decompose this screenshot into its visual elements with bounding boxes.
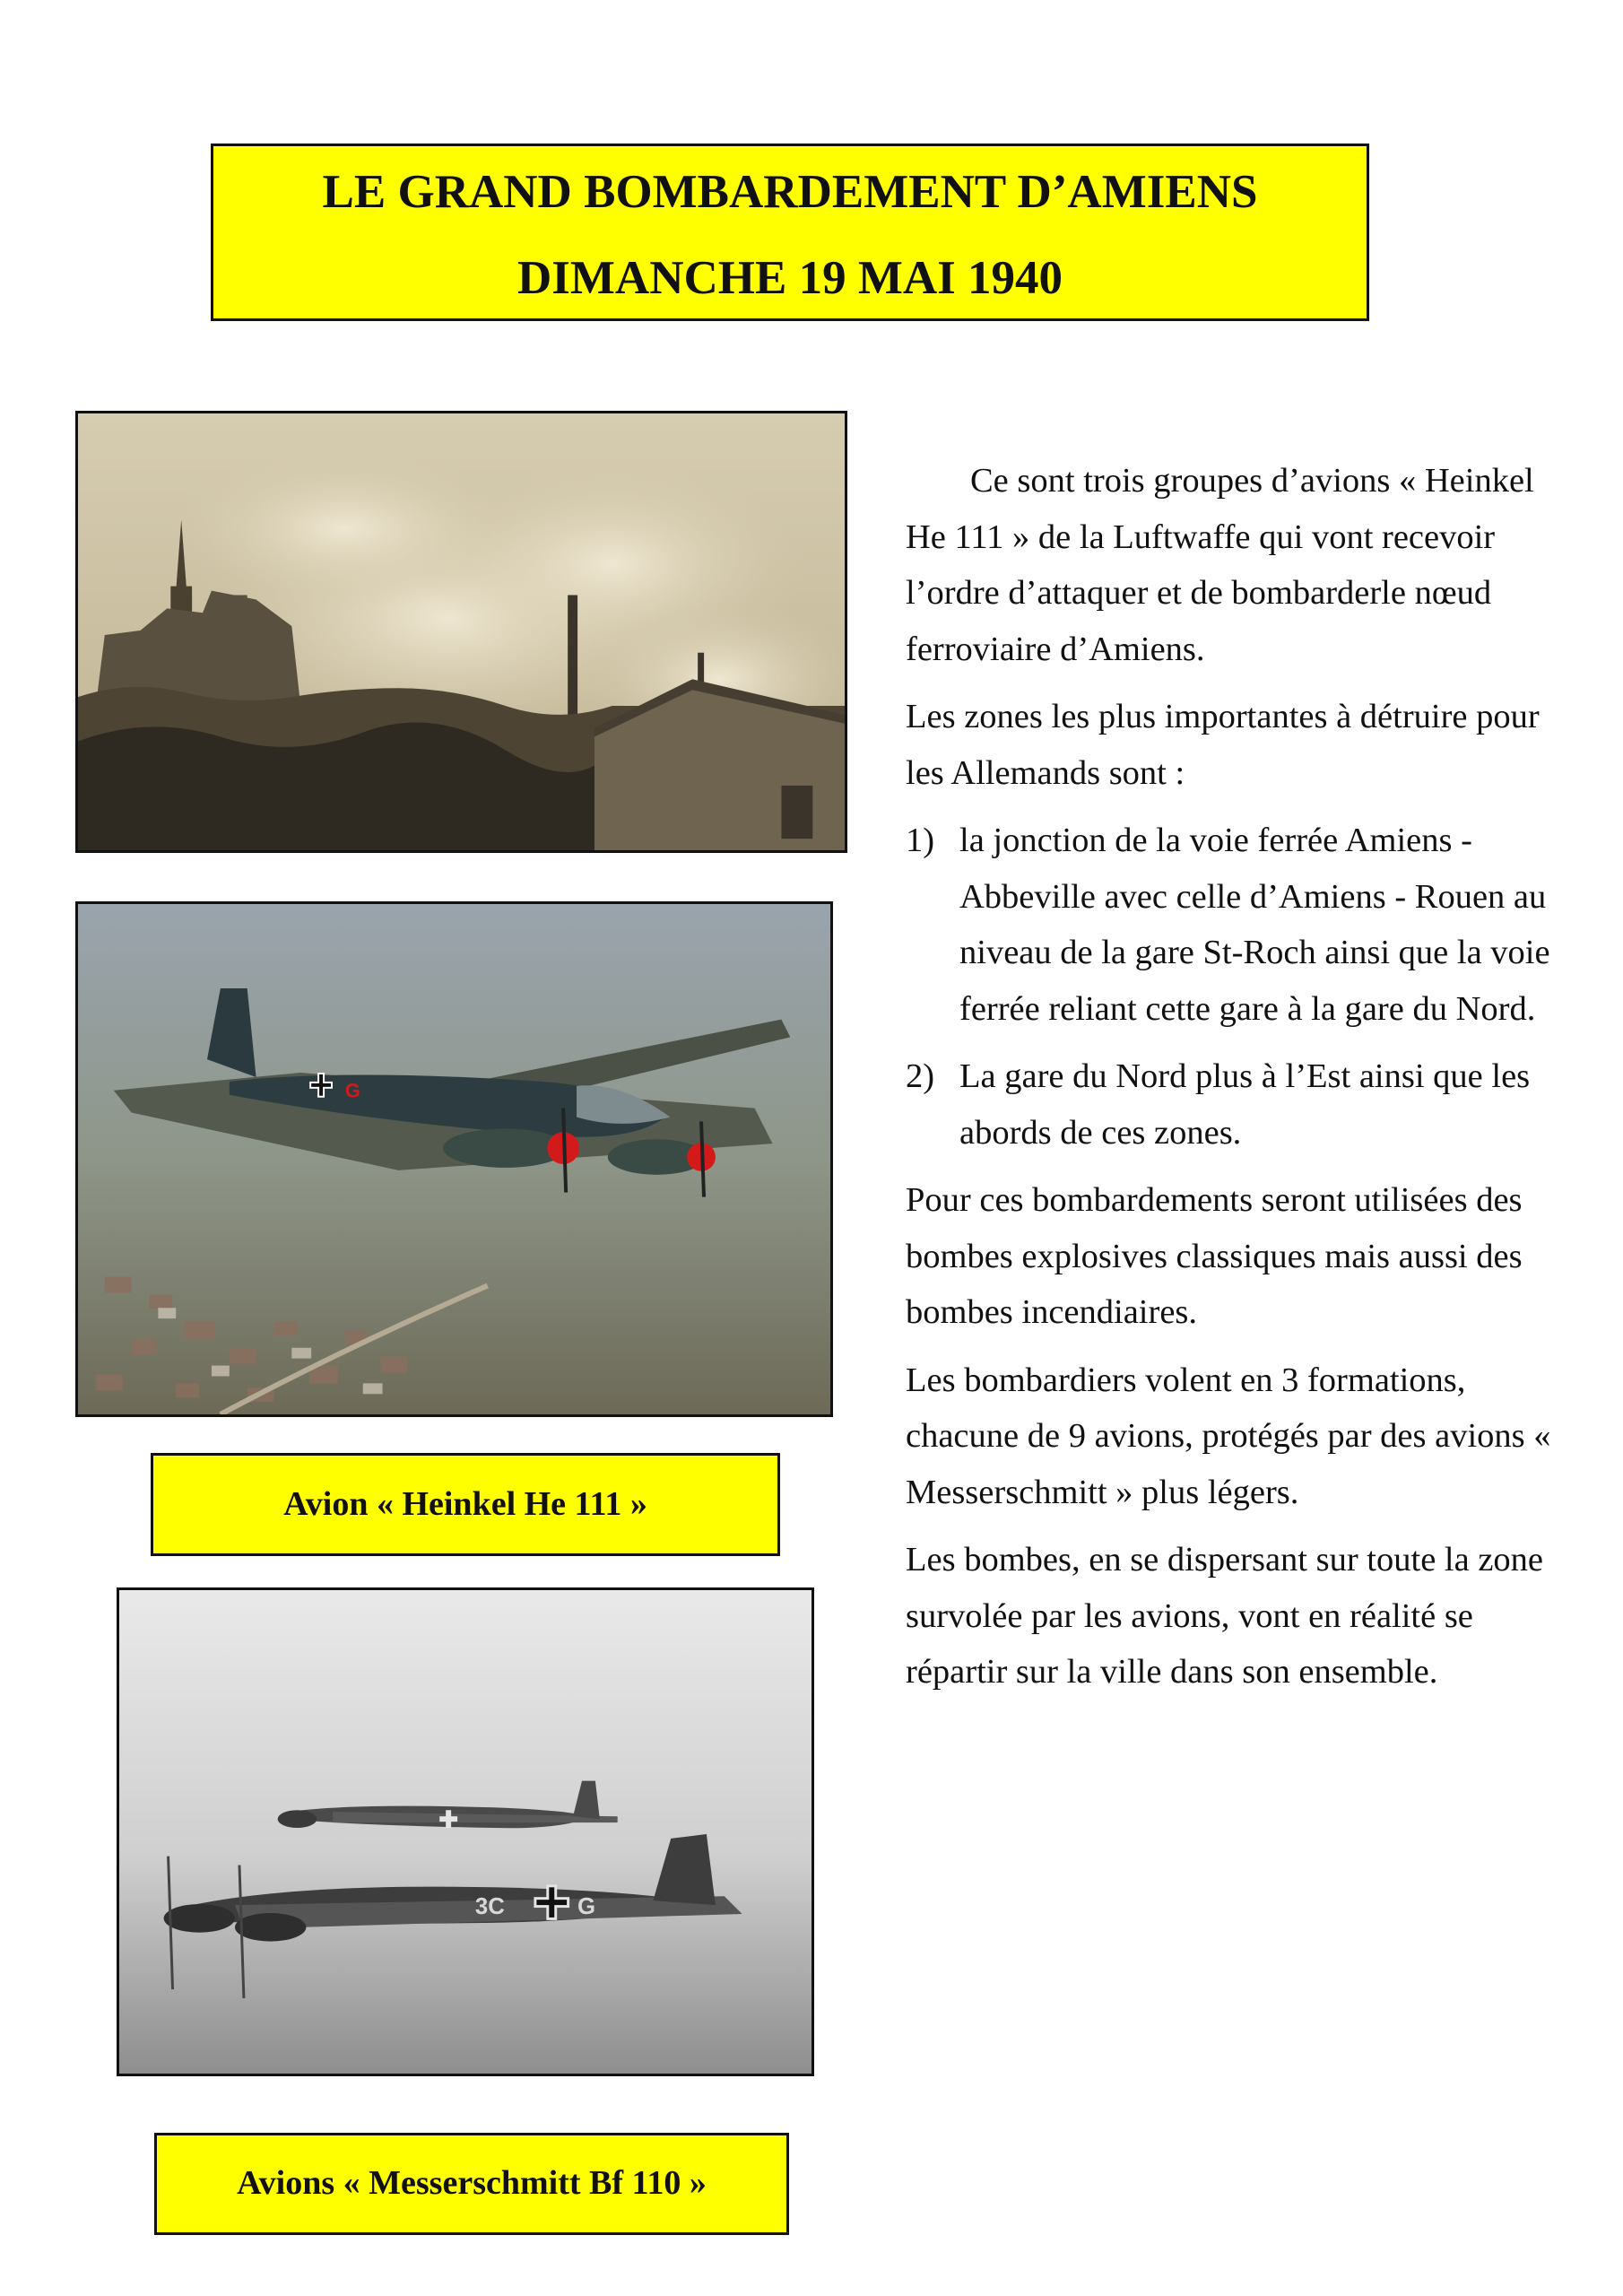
list-item xyxy=(906,813,1560,1037)
article-body xyxy=(906,453,1560,1712)
list-text: La gare du Nord plus à l’Est ainsi que les abords de ces zones. xyxy=(959,1057,1531,1152)
photo-messerschmitt-bf110 xyxy=(117,1587,814,2076)
photo-amiens-smoke xyxy=(75,411,847,853)
photo-bf110-image xyxy=(119,1590,812,2074)
svg-text:3C: 3C xyxy=(474,1894,505,1919)
svg-text:G: G xyxy=(577,1894,596,1919)
photo-amiens-smoke-image xyxy=(78,413,845,850)
photo-heinkel-he111 xyxy=(75,901,833,1417)
paragraph-formation: Les bombardiers volent en 3 formations, chacune de 9 avions, protégés par des avions « Messerschmitt » plus légers. xyxy=(906,1361,1551,1511)
paragraph-bombs: Pour ces bombardements seront utilisées des bombes explosives classiques mais aussi des bombes incendiaires. xyxy=(906,1181,1523,1331)
paragraph-zones: Les zones les plus importantes à détruire pour les Allemands sont : xyxy=(906,698,1540,792)
caption-messerschmitt: Avions « Messerschmitt Bf 110 » xyxy=(154,2133,789,2235)
list-number: 1) xyxy=(906,822,935,859)
svg-text:G: G xyxy=(344,1079,360,1102)
list-item xyxy=(906,1048,1560,1161)
caption-heinkel: Avion « Heinkel He 111 » xyxy=(151,1453,780,1556)
page-title xyxy=(211,144,1369,321)
list-text: la jonction de la voie ferrée Amiens -Abbeville avec celle d’Amiens - Rouen au niveau de la gare St-Roch ainsi que la voie ferrée reliant cette gare à la gare du Nord. xyxy=(959,822,1550,1028)
paragraph-intro: Ce sont trois groupes d’avions « Heinkel He 111 » de la Luftwaffe qui vont recevoir l’ordre d’attaquer et de bombarderle nœud ferroviaire d’Amiens. xyxy=(906,462,1534,668)
title-line-2: DIMANCHE 19 MAI 1940 xyxy=(517,252,1063,304)
list-number: 2) xyxy=(906,1057,935,1095)
photo-heinkel-image xyxy=(78,904,830,1414)
title-line-1: LE GRAND BOMBARDEMENT D’AMIENS xyxy=(322,166,1258,218)
paragraph-spread: Les bombes, en se dispersant sur toute la zone survolée par les avions, vont en réalité se répartir sur la ville dans son ensemble. xyxy=(906,1541,1543,1691)
